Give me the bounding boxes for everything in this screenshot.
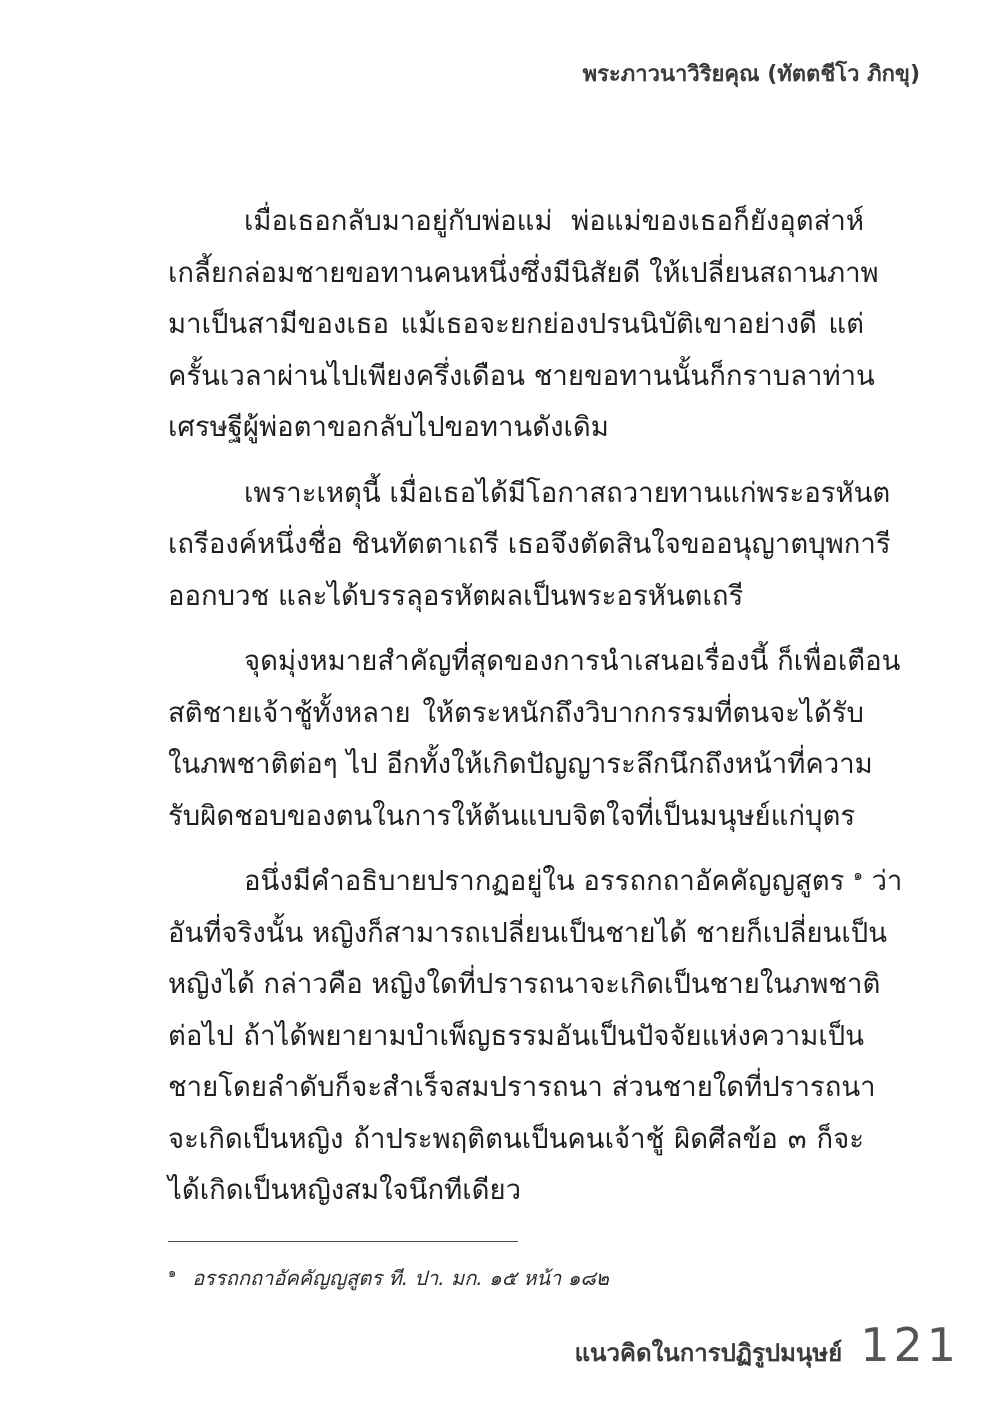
footnote — [168, 1262, 609, 1294]
footnote-number: ๑ — [168, 1266, 177, 1282]
text-line: ออกบวช และได้บรรลุอรหัตผลเป็นพระอรหันตเถรี — [168, 579, 744, 612]
text-line: เมื่อเธอกลับมาอยู่กับพ่อแม่ พ่อแม่ของเธอก็ยังอุตส่าห์ — [244, 205, 864, 237]
text-line: มาเป็นสามีของเธอ แม้เธอจะยกย่องปรนนิบัติเขาอย่างดี แต่ — [168, 308, 864, 340]
running-footer — [575, 1318, 960, 1372]
text-line: ต่อไป ถ้าได้พยายามบำเพ็ญธรรมอันเป็นปัจจัยแห่งความเป็น — [168, 1019, 864, 1052]
footer-book-title: แนวคิดในการปฏิรูปมนุษย์ — [574, 1339, 843, 1367]
text-line: รับผิดชอบของตนในการให้ต้นแบบจิตใจที่เป็นมนุษย์แก่บุตร — [168, 799, 856, 832]
text-line: เพราะเหตุนี้ เมื่อเธอได้มีโอกาสถวายทานแก่พระอรหันต — [244, 476, 891, 509]
text-line: ได้เกิดเป็นหญิงสมใจนึกทีเดียว — [168, 1174, 522, 1206]
text-line: เถรีองค์หนึ่งชื่อ ชินทัตตาเถรี เธอจึงตัดสินใจขออนุญาตบุพการี — [168, 528, 891, 560]
paragraph-4 — [168, 856, 903, 1217]
paragraph-1 — [168, 196, 879, 454]
paragraph-3 — [168, 636, 901, 842]
text-line: หญิงได้ กล่าวคือ หญิงใดที่ปรารถนาจะเกิดเป็นชายในภพชาติ — [168, 968, 881, 1000]
footnote-divider — [168, 1241, 518, 1242]
text-line: เศรษฐีผู้พ่อตาขอกลับไปขอทานดังเดิม — [168, 411, 609, 443]
text-line: จุดมุ่งหมายสำคัญที่สุดของการนำเสนอเรื่องนี้ ก็เพื่อเตือน — [244, 645, 901, 677]
page-number: 121 — [860, 1318, 960, 1372]
text-line: ครั้นเวลาผ่านไปเพียงครึ่งเดือน ชายขอทานนั้นก็กราบลาท่าน — [168, 359, 875, 392]
text-line-content: อนึ่งมีคำอธิบายปรากฏอยู่ใน อรรถกถาอัคคัญญสูตร — [244, 865, 845, 897]
footnote-text: อรรถกถาอัคคัญญสูตร ที. ปา. มก. ๑๕ หน้า ๑๘๒ — [192, 1266, 609, 1290]
text-line: จะเกิดเป็นหญิง ถ้าประพฤติตนเป็นคนเจ้าชู้ ผิดศีลข้อ ๓ ก็จะ — [168, 1122, 864, 1155]
text-line: อันที่จริงนั้น หญิงก็สามารถเปลี่ยนเป็นชายได้ ชายก็เปลี่ยนเป็น — [168, 916, 888, 949]
text-line: ในภพชาติต่อๆ ไป อีกทั้งให้เกิดปัญญาระลึกนึกถึงหน้าที่ความ — [168, 748, 873, 780]
text-line: เกลี้ยกล่อมชายขอทานคนหนึ่งซึ่งมีนิสัยดี ให้เปลี่ยนสถานภาพ — [168, 256, 879, 289]
paragraph-2 — [168, 468, 891, 623]
running-header: พระภาวนาวิริยคุณ (ทัตตชีโว ภิกขุ) — [582, 62, 920, 87]
text-line-tail: ว่า — [871, 865, 903, 897]
footnote-mark[interactable]: ๑ — [853, 865, 863, 884]
text-line: สติชายเจ้าชู้ทั้งหลาย ให้ตระหนักถึงวิบากกรรมที่ตนจะได้รับ — [168, 696, 864, 729]
body-text — [168, 196, 903, 1231]
text-line: ชายโดยลำดับก็จะสำเร็จสมปรารถนา ส่วนชายใดที่ปรารถนา — [168, 1071, 876, 1103]
text-line — [168, 856, 903, 908]
